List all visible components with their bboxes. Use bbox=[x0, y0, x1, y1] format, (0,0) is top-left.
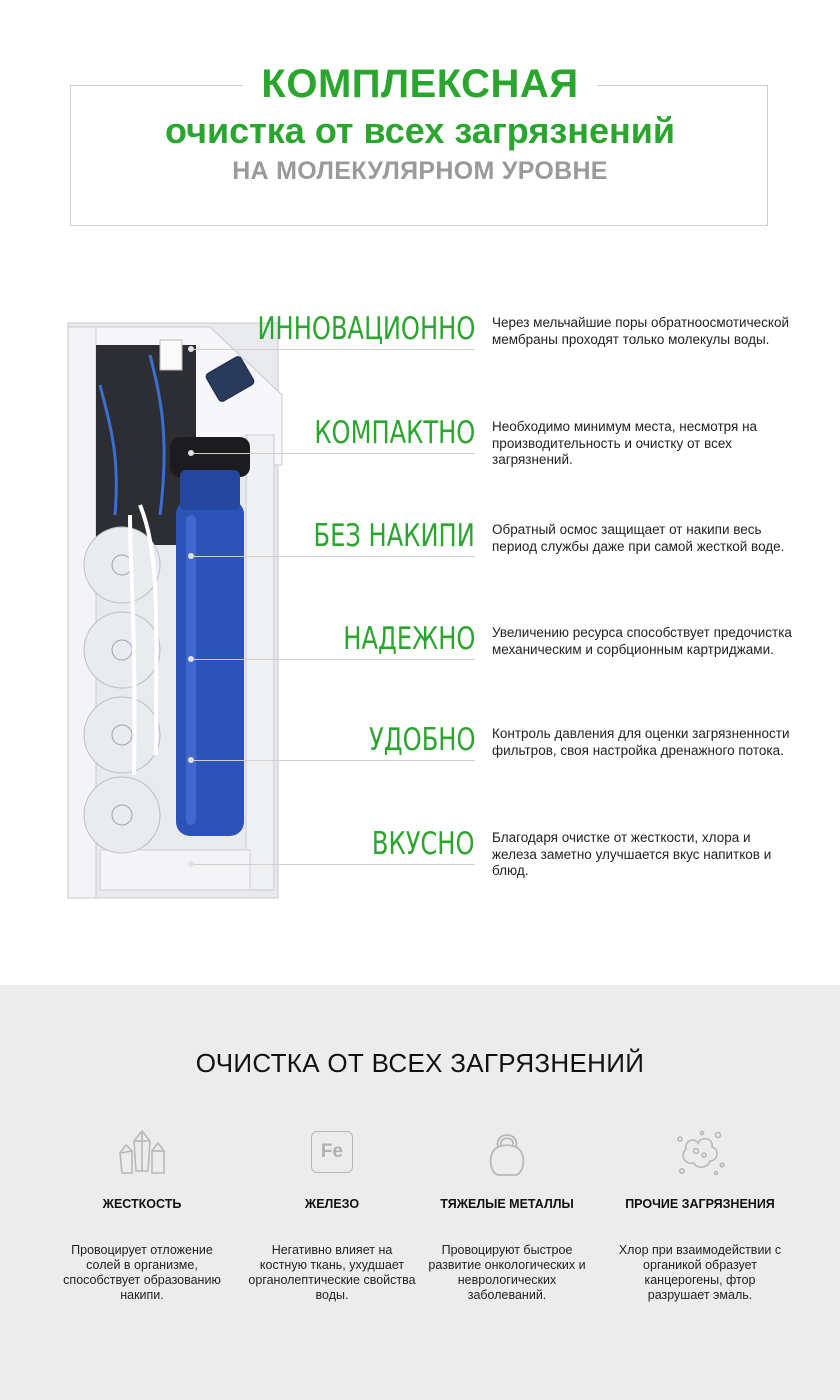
callout-dot bbox=[188, 656, 194, 662]
feature-description: Необходимо минимум места, несмотря на производительность и очистку от всех загрязнений. bbox=[492, 419, 758, 467]
contaminant-title: ЖЕСТКОСТЬ bbox=[102, 1196, 182, 1211]
kettlebell-icon bbox=[479, 1125, 535, 1181]
feature-description: Увеличению ресурса способствует предочистка механическим и сорбционным картриджами. bbox=[492, 625, 792, 657]
contaminant-hardness bbox=[57, 1125, 227, 1302]
particles-icon bbox=[672, 1125, 728, 1181]
callout-line bbox=[190, 349, 475, 350]
feature-title: НАДЕЖНО bbox=[342, 621, 475, 657]
contaminants-section bbox=[0, 985, 840, 1400]
feature-description: Контроль давления для оценки загрязненности фильтров, своя настройка дренажного потока. bbox=[492, 726, 790, 758]
iron-element-icon: Fe bbox=[311, 1131, 353, 1173]
contaminant-iron bbox=[247, 1125, 417, 1302]
callout-line bbox=[190, 453, 475, 454]
callout-dot bbox=[188, 346, 194, 352]
feature-title: УДОБНО bbox=[368, 722, 475, 758]
feature-convenient bbox=[190, 724, 830, 774]
contaminant-description: Негативно влияет на костную ткань, ухудшает органолептические свойства воды. bbox=[248, 1243, 416, 1302]
feature-no-scale bbox=[190, 520, 830, 570]
contaminant-description: Хлор при взаимодействии с органикой образует канцерогены, фтор разрушает эмаль. bbox=[618, 1243, 782, 1302]
feature-description: Благодаря очистке от жесткости, хлора и железа заметно улучшается вкус напитков и блюд. bbox=[492, 830, 772, 878]
hero-title-line2: очистка от всех загрязнений bbox=[165, 110, 675, 151]
feature-description: Обратный осмос защищает от накипи весь период службы даже при самой жесткой воде. bbox=[492, 522, 785, 554]
callout-line bbox=[190, 556, 475, 557]
callout-dot bbox=[188, 450, 194, 456]
hero-title-line1: КОМПЛЕКСНАЯ bbox=[0, 62, 840, 107]
feature-compact bbox=[190, 417, 830, 467]
callout-line bbox=[190, 864, 475, 865]
contaminant-title: ЖЕЛЕЗО bbox=[304, 1196, 360, 1211]
feature-innovative bbox=[190, 313, 830, 363]
contaminant-title: ПРОЧИЕ ЗАГРЯЗНЕНИЯ bbox=[625, 1196, 775, 1211]
contaminant-title: ТЯЖЕЛЫЕ МЕТАЛЛЫ bbox=[440, 1196, 574, 1211]
callout-dot bbox=[188, 757, 194, 763]
section-title: ОЧИСТКА ОТ ВСЕХ ЗАГРЯЗНЕНИЙ bbox=[195, 1048, 645, 1078]
feature-title: БЕЗ НАКИПИ bbox=[313, 518, 475, 554]
contaminant-description: Провоцируют быстрое развитие онкологических и неврологических заболеваний. bbox=[428, 1243, 586, 1302]
hero-subtitle: НА МОЛЕКУЛЯРНОМ УРОВНЕ bbox=[232, 157, 608, 185]
crystals-icon bbox=[114, 1125, 170, 1181]
feature-title: КОМПАКТНО bbox=[314, 415, 475, 451]
contaminant-description: Провоцирует отложение солей в организме, способствует образованию накипи. bbox=[63, 1243, 221, 1302]
callout-dot bbox=[188, 861, 194, 867]
feature-description: Через мельчайшие поры обратноосмотической мембраны проходят только молекулы воды. bbox=[492, 315, 789, 347]
feature-tasty bbox=[190, 828, 830, 878]
feature-title: ИННОВАЦИОННО bbox=[257, 311, 475, 347]
feature-reliable bbox=[190, 623, 830, 673]
reverse-osmosis-system-image bbox=[60, 315, 290, 905]
callout-line bbox=[190, 760, 475, 761]
callout-line bbox=[190, 659, 475, 660]
feature-title: ВКУСНО bbox=[372, 826, 475, 862]
callout-dot bbox=[188, 553, 194, 559]
contaminant-other bbox=[615, 1125, 785, 1302]
contaminant-heavy-metals bbox=[422, 1125, 592, 1302]
